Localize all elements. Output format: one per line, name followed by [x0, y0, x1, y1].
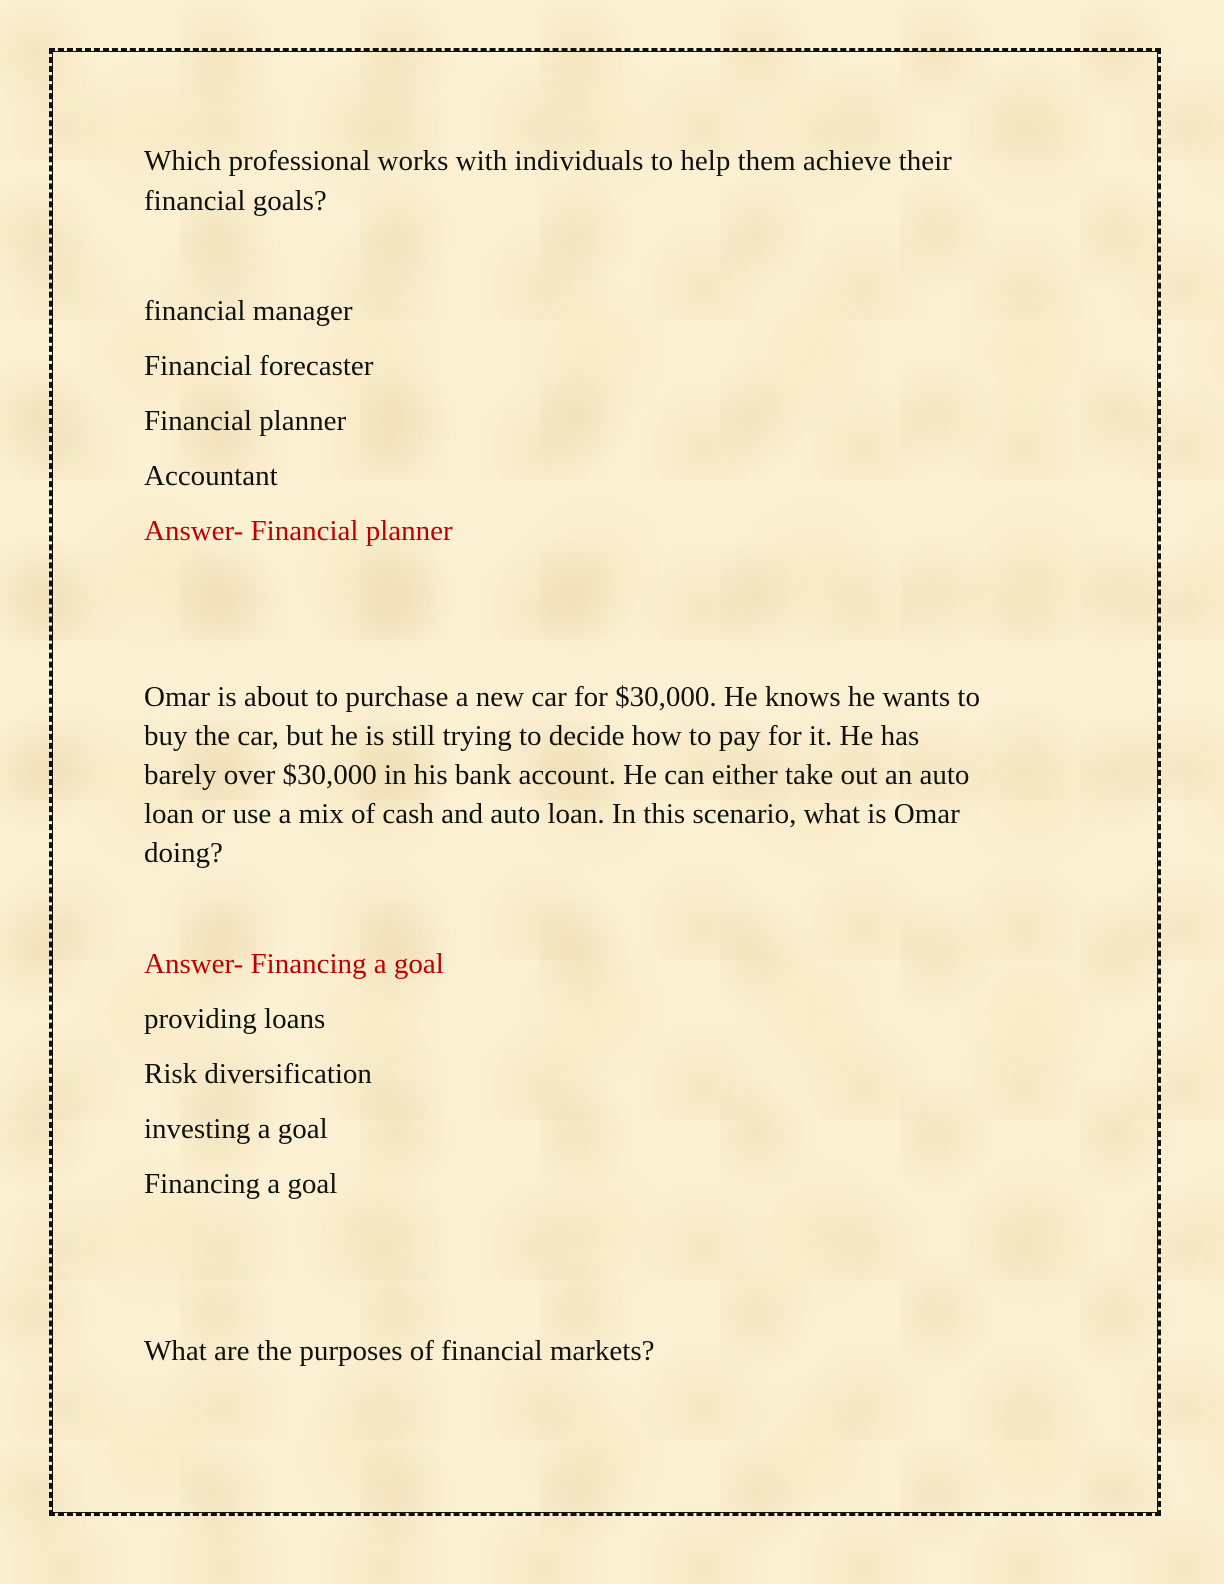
question-1-answer: Answer- Financial planner: [144, 515, 453, 547]
question-2-line-1: Omar is about to purchase a new car for $30,000. He knows he wants to: [144, 681, 980, 713]
question-2-answer: Answer- Financing a goal: [144, 948, 444, 980]
question-1-option-2: Financial forecaster: [144, 350, 374, 382]
question-2-option-3: investing a goal: [144, 1113, 328, 1145]
question-1-option-3: Financial planner: [144, 405, 347, 437]
question-2-line-4: loan or use a mix of cash and auto loan. In this scenario, what is Omar: [144, 798, 960, 830]
question-2-option-4: Financing a goal: [144, 1168, 338, 1200]
question-3: What are the purposes of financial markets?: [144, 1335, 655, 1367]
question-1-line-2: financial goals?: [144, 185, 327, 217]
question-1-option-1: financial manager: [144, 295, 353, 327]
question-2-option-2: Risk diversification: [144, 1058, 372, 1090]
question-2-option-1: providing loans: [144, 1003, 326, 1035]
question-1-option-4: Accountant: [144, 460, 278, 492]
question-1-line-1: Which professional works with individuals to help them achieve their: [144, 145, 952, 177]
question-2-line-2: buy the car, but he is still trying to decide how to pay for it. He has: [144, 720, 920, 752]
question-2-line-3: barely over $30,000 in his bank account. He can either take out an auto: [144, 759, 970, 791]
question-2-line-5: doing?: [144, 837, 223, 869]
